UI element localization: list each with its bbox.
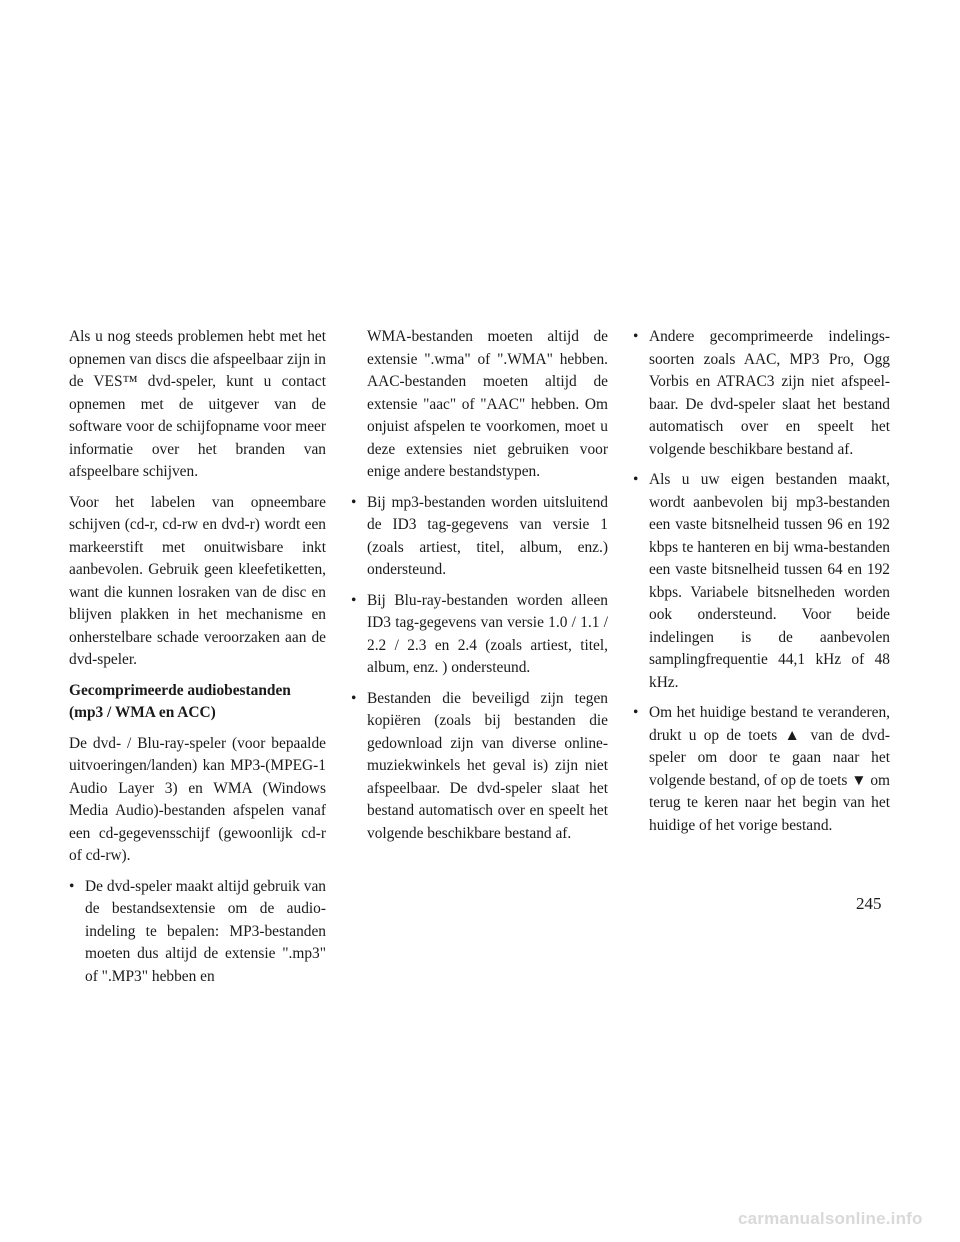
bullet-icon: •: [633, 471, 639, 488]
paragraph-player-formats: De dvd- / Blu-ray-speler (voor bepaalde uitvoeringen/landen) kan MP3-(MPEG-1 Audio Layer 3) en WMA (Windows Media Audio)-bestanden afspelen vanaf een cd-gegevensschijf (gewoonlijk cd-r of cd-rw).: [69, 734, 326, 864]
page-number: 245: [856, 894, 882, 913]
paragraph-labeling-discs: Voor het labelen van opneembare schijven (cd-r, cd-rw en dvd-r) wordt een markeerstift met onuitwisbare inkt aanbevolen. Gebruik geen kleefetiketten, want die kunnen losraken van de disc en blijven plakken in het mechanisme en onherstelbare schade veroorzaken aan de dvd-speler.: [69, 493, 326, 668]
list-item-text: Andere gecomprimeerde indelingssoorten zoals AAC, MP3 Pro, Ogg Vorbis en ATRAC3 zijn niet afspeelbaar. De dvd-speler slaat het bestand automatisch over en speelt het volgende beschikbare bestand af.: [649, 328, 890, 458]
section-heading-compressed-audio: Gecomprimeerde audiobestanden (mp3 / WMA en ACC): [69, 681, 291, 721]
list-item: [351, 492, 608, 582]
bullet-icon: •: [351, 689, 357, 707]
list-item-text: Bij mp3-bestanden worden uitsluitend de ID3 tag-gegevens van versie 1 (zoals artiest, titel, album, enz.) ondersteund.: [367, 493, 608, 578]
bullet-icon: •: [633, 704, 639, 721]
list-item: [633, 326, 890, 461]
bullet-list-1: [69, 876, 326, 989]
list-item-text: Bij Blu-ray-bestanden worden alleen ID3 tag-gegevens van versie 1.0 / 1.1 / 2.2 / 2.3 en 2.4 (zoals artiest, titel, album, enz. ) ondersteund.: [367, 591, 608, 676]
text-column-2: [351, 326, 608, 853]
list-item: [351, 688, 608, 846]
bullet-icon: •: [633, 328, 639, 345]
text-column-3: [633, 326, 890, 845]
list-item-text: De dvd-speler maakt altijd gebruik van de bestandsextensie om de audio-indeling te bepalen: MP3-bestanden moeten dus altijd de extensie ".mp3" of ".MP3" hebben en: [85, 877, 326, 985]
list-item-text: Als u uw eigen bestanden maakt, wordt aanbevolen bij mp3-bestanden een vaste bitsnelheid tussen 96 en 192 kbps te hanteren en bij wma-bestanden een vaste bitsnelheid tussen 64 en 192 kbps. Variabele bitsnelheden worden ook ondersteund. Voor beide indelingen is de aanbevolen samplingfrequentie 44,1 kHz of 48 kHz.: [649, 471, 890, 691]
list-item: [69, 876, 326, 989]
list-item-text: Om het huidige bestand te veranderen, drukt u op de toets ▲ van de dvd-speler om door te gaan naar het volgende bestand, of op de toets ▼ om terug te keren naar het begin van het huidige of het vorige bestand.: [649, 704, 890, 834]
list-item: [633, 702, 890, 837]
list-item-text: Bestanden die beveiligd zijn tegen kopiëren (zoals bij bestanden die gedownload zijn van diverse online-muziekwinkels het geval is) zijn niet afspeelbaar. De dvd-speler slaat het bestand automatisch over en speelt het volgende beschikbare bestand af.: [367, 689, 608, 842]
list-item: [633, 469, 890, 694]
text-column-1: [69, 326, 326, 996]
list-item-text: WMA-bestanden moeten altijd de extensie ".wma" of ".WMA" hebben. AAC-bestanden moeten altijd de extensie "aac" of "AAC" hebben. Om onjuist afspelen te voorkomen, moet u deze extensies niet gebruiken voor enige andere bestandstypen.: [367, 328, 608, 480]
bullet-list-3: [633, 326, 890, 837]
list-item: [351, 590, 608, 680]
bullet-list-2: [351, 326, 608, 845]
bullet-icon: •: [351, 493, 357, 511]
list-item-continuation: [351, 326, 608, 484]
watermark: carmanualsonline.info: [738, 1209, 923, 1228]
bullet-icon: •: [69, 877, 75, 895]
paragraph-recording-problems: Als u nog steeds problemen hebt met het opnemen van discs die afspeelbaar zijn in de VES™ dvd-speler, kunt u contact opnemen met de uitgever van de software voor de schijfopname voor meer informatie over het branden van afspeelbare schijven.: [69, 328, 326, 480]
bullet-icon: •: [351, 591, 357, 609]
